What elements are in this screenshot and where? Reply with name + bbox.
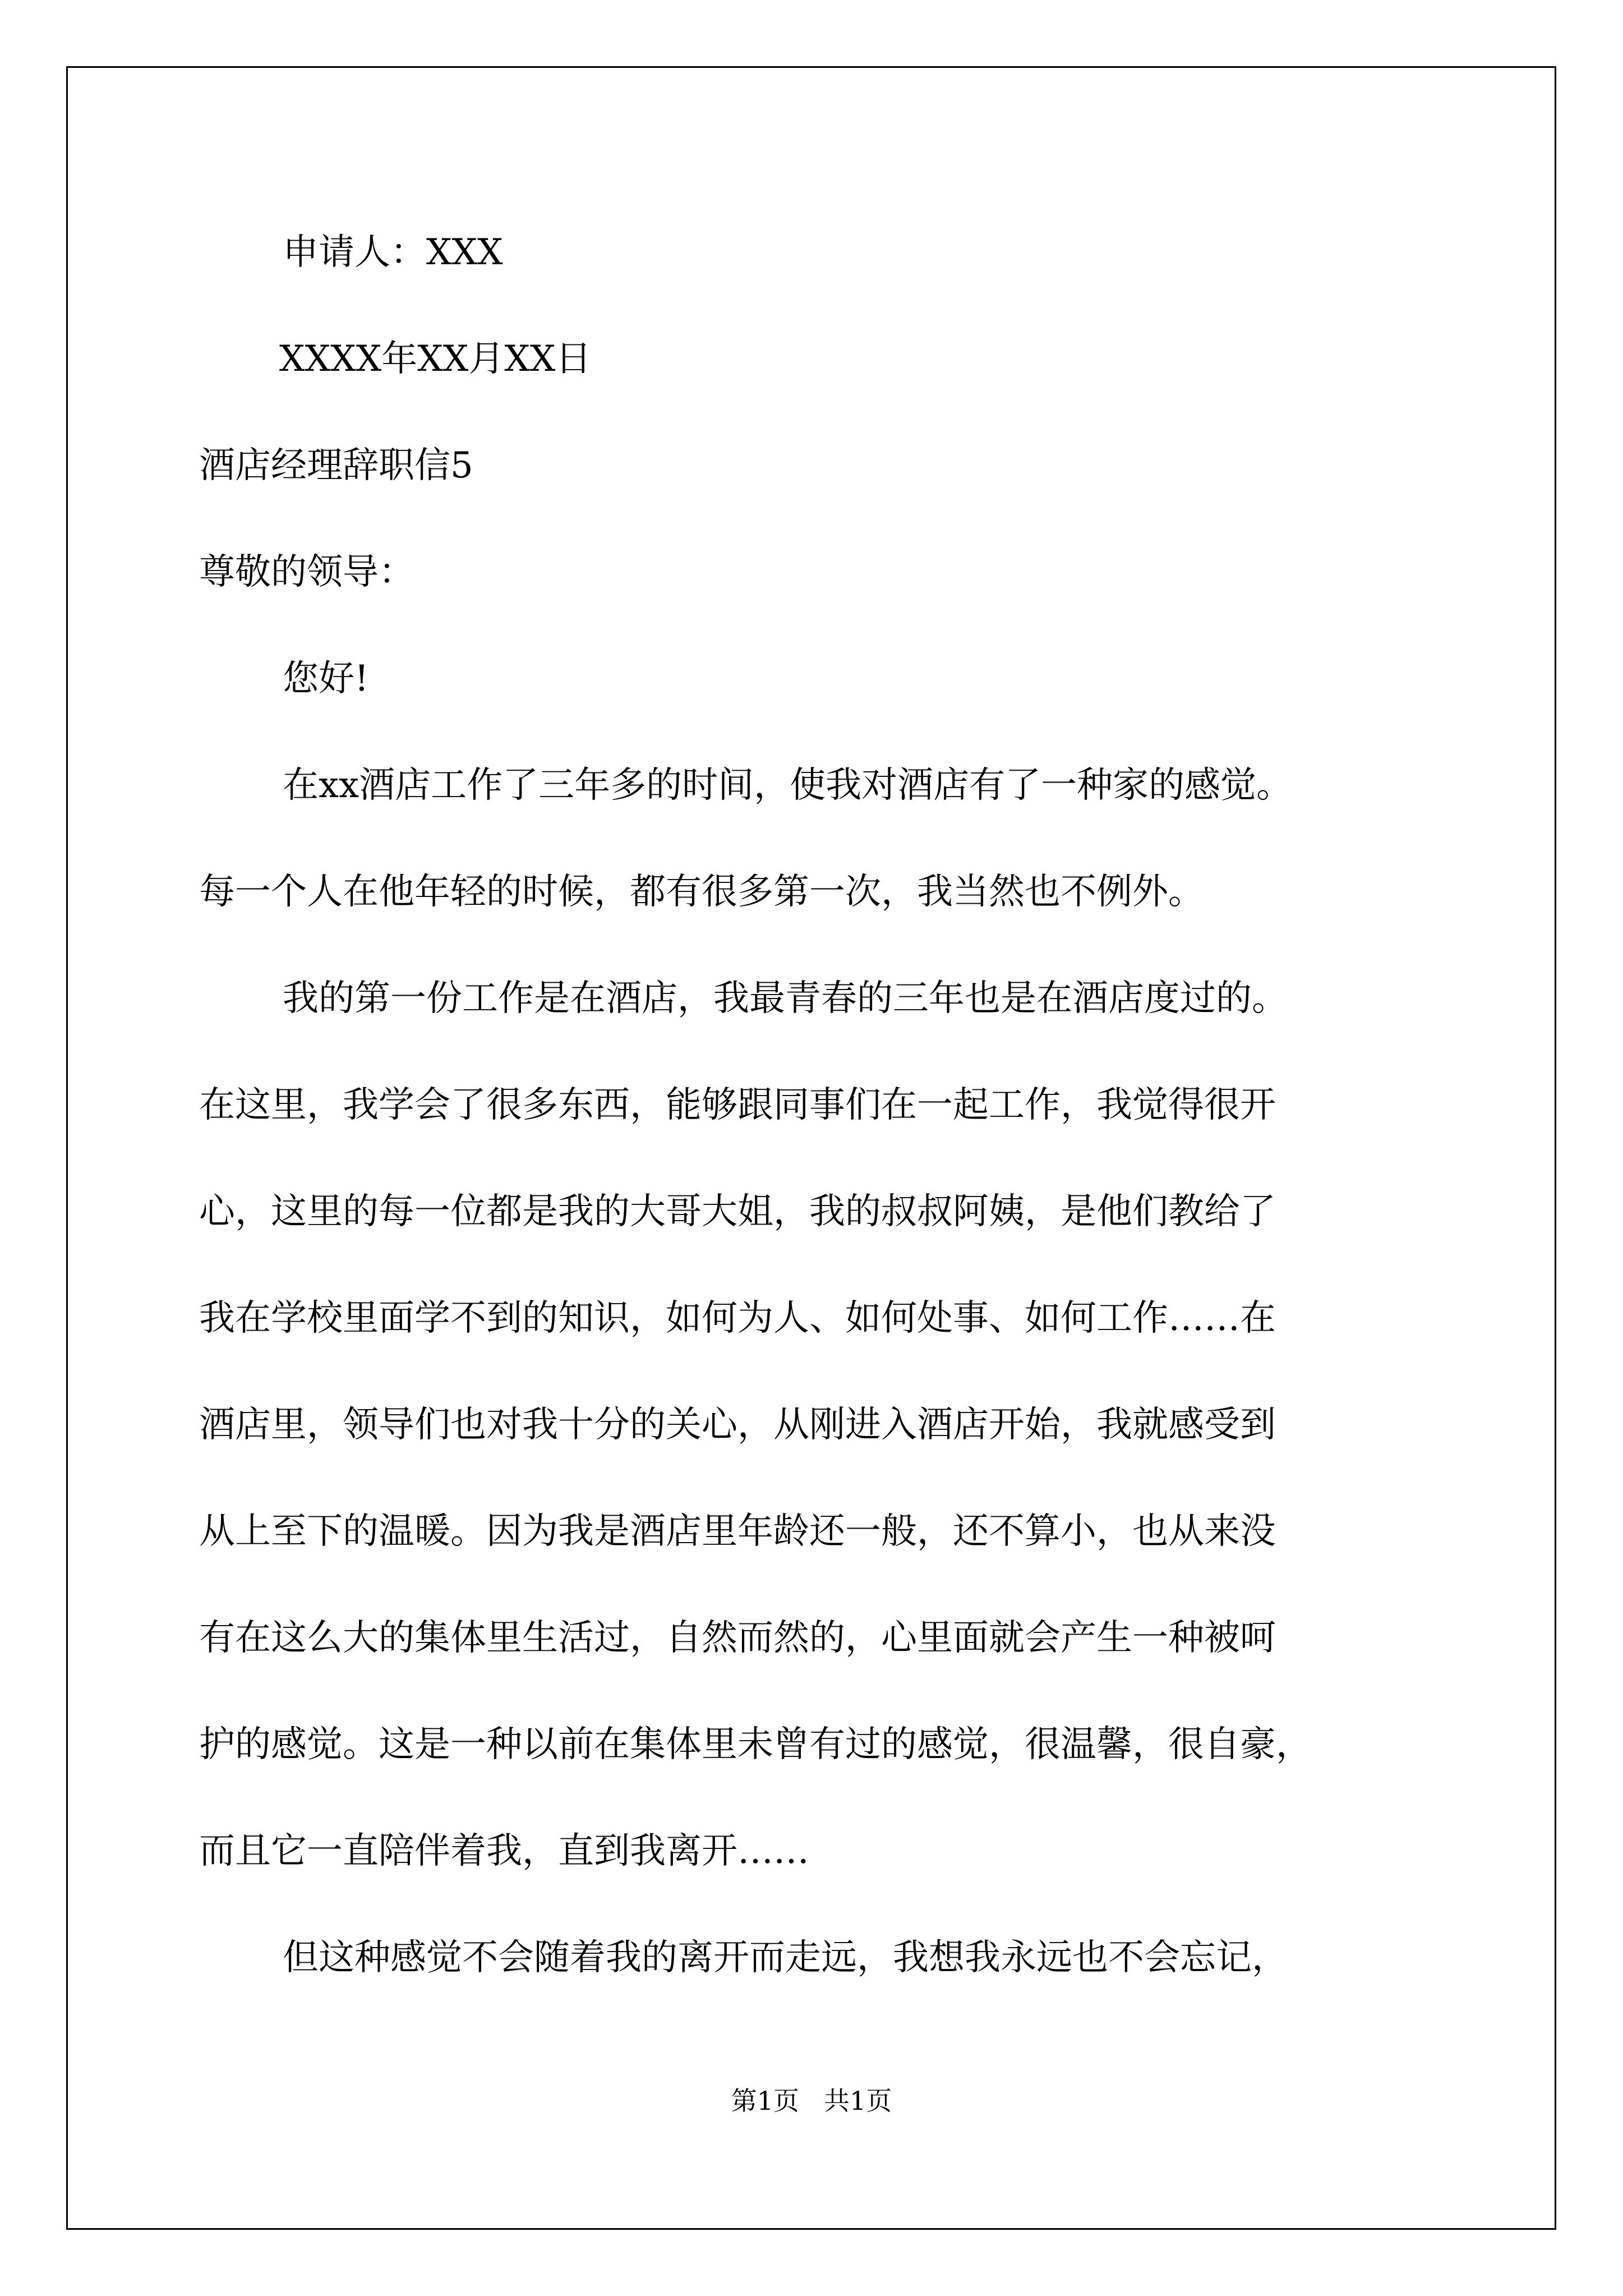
salutation: 尊敬的领导： [199,551,414,593]
paragraph-2-line-1: 我的第一份工作是在酒店，我最青春的三年也是在酒店度过的。 [283,978,1288,1019]
page-number-current: 第1页 [731,2086,800,2116]
page-footer [0,2084,1623,2118]
greeting: 您好! [283,658,369,700]
paragraph-2-line-7: 有在这么大的集体里生活过，自然而然的，心里面就会产生一种被呵 [199,1617,1276,1659]
page-number-total: 共1页 [823,2086,892,2116]
page-border [66,66,1556,2230]
date-line: XXXX年XX月XX日 [279,338,592,380]
footer-spacer [799,2086,824,2116]
paragraph-2-line-3: 心，这里的每一位都是我的大哥大姐，我的叔叔阿姨，是他们教给了 [199,1191,1276,1232]
paragraph-2-line-9: 而且它一直陪伴着我，直到我离开…… [199,1830,809,1872]
letter-title: 酒店经理辞职信5 [199,445,473,486]
paragraph-3-line-1: 但这种感觉不会随着我的离开而走远，我想我永远也不会忘记， [283,1937,1288,1978]
paragraph-2-line-6: 从上至下的温暖。因为我是酒店里年龄还一般，还不算小，也从来没 [199,1511,1276,1552]
applicant-line: 申请人：XXX [283,232,503,273]
paragraph-1-line-2: 每一个人在他年轻的时候，都有很多第一次，我当然也不例外。 [199,871,1204,913]
paragraph-2-line-5: 酒店里，领导们也对我十分的关心，从刚进入酒店开始，我就感受到 [199,1404,1276,1446]
paragraph-2-line-8: 护的感觉。这是一种以前在集体里未曾有过的感觉，很温馨，很自豪， [199,1724,1312,1765]
paragraph-2-line-4: 我在学校里面学不到的知识，如何为人、如何处事、如何工作……在 [199,1297,1276,1339]
paragraph-1-line-1: 在xx酒店工作了三年多的时间，使我对酒店有了一种家的感觉。 [283,765,1293,806]
paragraph-2-line-2: 在这里，我学会了很多东西，能够跟同事们在一起工作，我觉得很开 [199,1084,1276,1126]
